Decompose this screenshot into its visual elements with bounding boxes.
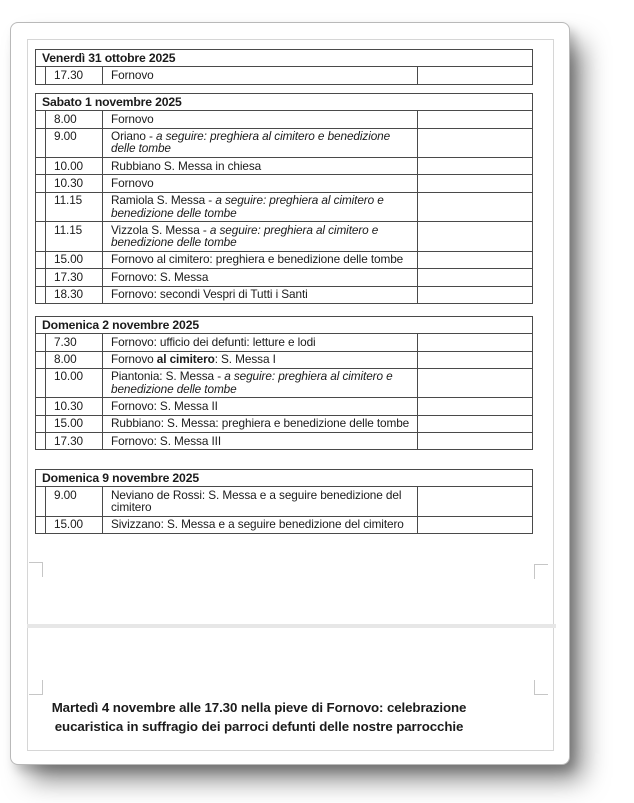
description-segment: Fornovo: ufficio dei defunti: letture e lodi bbox=[111, 334, 316, 349]
row-marker-cell bbox=[36, 175, 46, 192]
empty-note-cell bbox=[418, 516, 533, 533]
description-segment: al cimitero bbox=[156, 352, 215, 367]
time-cell: 10.00 bbox=[46, 158, 103, 175]
description-cell bbox=[103, 192, 418, 222]
schedule-row bbox=[36, 334, 533, 351]
schedule-row bbox=[36, 398, 533, 415]
description-segment: Fornovo bbox=[111, 67, 154, 82]
description-cell bbox=[103, 269, 418, 286]
row-marker-cell bbox=[36, 251, 46, 268]
description-segment: a seguire: preghiera al cimitero e benedizione delle tombe bbox=[111, 369, 393, 396]
time-cell: 8.00 bbox=[46, 111, 103, 128]
schedule-row bbox=[36, 67, 533, 84]
empty-note-cell bbox=[418, 175, 533, 192]
empty-note-cell bbox=[418, 251, 533, 268]
description-segment: Fornovo: S. Messa III bbox=[111, 433, 222, 448]
schedule-row bbox=[36, 351, 533, 368]
time-cell: 7.30 bbox=[46, 334, 103, 351]
crop-mark-top-right bbox=[534, 564, 548, 579]
description-segment: Ramiola S. Messa - bbox=[111, 193, 216, 208]
empty-note-cell bbox=[418, 111, 533, 128]
description-cell bbox=[103, 398, 418, 415]
empty-note-cell bbox=[418, 67, 533, 84]
empty-note-cell bbox=[418, 222, 533, 252]
empty-note-cell bbox=[418, 334, 533, 351]
description-segment: : S. Messa I bbox=[214, 352, 276, 367]
schedule-row bbox=[36, 111, 533, 128]
time-cell: 17.30 bbox=[46, 433, 103, 450]
schedule-table-domenica-2-novembre-2025 bbox=[35, 316, 533, 450]
schedule-row bbox=[36, 251, 533, 268]
description-segment: a seguire: preghiera al cimitero e benedizione delle tombe bbox=[111, 129, 391, 156]
description-cell bbox=[103, 111, 418, 128]
empty-note-cell bbox=[418, 192, 533, 222]
time-cell: 10.30 bbox=[46, 398, 103, 415]
crop-mark-top-left bbox=[29, 562, 43, 577]
description-cell bbox=[103, 368, 418, 398]
description-segment: Fornovo al cimitero: preghiera e benedizione delle tombe bbox=[111, 252, 404, 267]
time-cell: 10.30 bbox=[46, 175, 103, 192]
description-cell bbox=[103, 516, 418, 533]
row-marker-cell bbox=[36, 286, 46, 303]
crop-mark-bottom-left bbox=[29, 680, 43, 695]
description-segment: Rubbiano: S. Messa: preghiera e benedizione delle tombe bbox=[111, 416, 410, 431]
footer-note bbox=[31, 699, 487, 736]
row-marker-cell bbox=[36, 433, 46, 450]
schedule-row bbox=[36, 487, 533, 517]
schedule-row bbox=[36, 192, 533, 222]
schedule-table-sabato-1-novembre-2025 bbox=[35, 93, 533, 304]
time-cell: 15.00 bbox=[46, 516, 103, 533]
row-marker-cell bbox=[36, 351, 46, 368]
empty-note-cell bbox=[418, 286, 533, 303]
description-segment: Piantonia: S. Messa - bbox=[111, 369, 225, 384]
time-cell: 10.00 bbox=[46, 368, 103, 398]
row-marker-cell bbox=[36, 398, 46, 415]
description-segment: Fornovo bbox=[111, 352, 157, 367]
description-segment: Fornovo bbox=[111, 175, 154, 190]
schedule-row bbox=[36, 222, 533, 252]
description-segment: Vizzola S. Messa - bbox=[111, 222, 210, 237]
row-marker-cell bbox=[36, 67, 46, 84]
row-marker-cell bbox=[36, 368, 46, 398]
row-marker-cell bbox=[36, 158, 46, 175]
empty-note-cell bbox=[418, 269, 533, 286]
empty-note-cell bbox=[418, 351, 533, 368]
time-cell: 9.00 bbox=[46, 128, 103, 158]
row-marker-cell bbox=[36, 128, 46, 158]
row-marker-cell bbox=[36, 111, 46, 128]
schedule-table-domenica-9-novembre-2025 bbox=[35, 469, 533, 534]
empty-note-cell bbox=[418, 128, 533, 158]
schedule-row bbox=[36, 175, 533, 192]
description-segment: a seguire: preghiera al cimitero e benedizione delle tombe bbox=[111, 193, 384, 220]
time-cell: 9.00 bbox=[46, 487, 103, 517]
empty-note-cell bbox=[418, 415, 533, 432]
description-segment: Oriano - bbox=[111, 129, 156, 144]
empty-note-cell bbox=[418, 398, 533, 415]
description-cell bbox=[103, 251, 418, 268]
schedule-row bbox=[36, 128, 533, 158]
label-divider bbox=[27, 624, 556, 628]
empty-note-cell bbox=[418, 433, 533, 450]
description-cell bbox=[103, 351, 418, 368]
description-segment: Fornovo: secondi Vespri di Tutti i Santi bbox=[111, 287, 308, 302]
description-cell bbox=[103, 415, 418, 432]
description-cell bbox=[103, 67, 418, 84]
description-segment: Fornovo: S. Messa II bbox=[111, 398, 218, 413]
empty-note-cell bbox=[418, 368, 533, 398]
section-date-header: Domenica 9 novembre 2025 bbox=[36, 470, 533, 487]
time-cell: 11.15 bbox=[46, 192, 103, 222]
row-marker-cell bbox=[36, 487, 46, 517]
crop-mark-bottom-right bbox=[534, 680, 548, 695]
schedule-row bbox=[36, 269, 533, 286]
schedule-row bbox=[36, 415, 533, 432]
row-marker-cell bbox=[36, 222, 46, 252]
description-cell bbox=[103, 487, 418, 517]
row-marker-cell bbox=[36, 334, 46, 351]
schedule-row bbox=[36, 286, 533, 303]
description-cell bbox=[103, 128, 418, 158]
description-cell bbox=[103, 175, 418, 192]
schedule-table-venerdi-31-ottobre-2025 bbox=[35, 49, 533, 85]
description-cell bbox=[103, 334, 418, 351]
section-date-header: Domenica 2 novembre 2025 bbox=[36, 317, 533, 334]
row-marker-cell bbox=[36, 415, 46, 432]
description-segment: a seguire: preghiera al cimitero e benedizione delle tombe bbox=[111, 222, 379, 250]
description-cell bbox=[103, 433, 418, 450]
description-segment: Fornovo: S. Messa bbox=[111, 269, 209, 284]
footer-note-line-1: Martedì 4 novembre alle 17.30 nella pieve di Fornovo: celebrazione bbox=[51, 700, 467, 715]
time-cell: 15.00 bbox=[46, 251, 103, 268]
description-cell bbox=[103, 222, 418, 252]
empty-note-cell bbox=[418, 487, 533, 517]
description-segment: Fornovo bbox=[111, 111, 154, 126]
schedule-row bbox=[36, 433, 533, 450]
description-segment: Sivizzano: S. Messa e a seguire benedizione del cimitero bbox=[111, 517, 404, 532]
row-marker-cell bbox=[36, 192, 46, 222]
schedule-row bbox=[36, 158, 533, 175]
description-cell bbox=[103, 158, 418, 175]
schedule-row bbox=[36, 516, 533, 533]
description-segment: Rubbiano S. Messa in chiesa bbox=[111, 158, 262, 173]
section-date-header: Venerdì 31 ottobre 2025 bbox=[36, 50, 533, 67]
row-marker-cell bbox=[36, 269, 46, 286]
schedule-sections bbox=[11, 23, 569, 764]
row-marker-cell bbox=[36, 516, 46, 533]
time-cell: 11.15 bbox=[46, 222, 103, 252]
time-cell: 17.30 bbox=[46, 269, 103, 286]
time-cell: 15.00 bbox=[46, 415, 103, 432]
empty-note-cell bbox=[418, 158, 533, 175]
footer-note-line-2: eucaristica in suffragio dei parroci defunti delle nostre parrocchie bbox=[54, 718, 464, 734]
time-cell: 17.30 bbox=[46, 67, 103, 84]
description-cell bbox=[103, 286, 418, 303]
description-segment: Neviano de Rossi: S. Messa e a seguire benedizione del cimitero bbox=[111, 487, 402, 515]
schedule-row bbox=[36, 368, 533, 398]
page bbox=[10, 22, 570, 765]
time-cell: 18.30 bbox=[46, 286, 103, 303]
section-date-header: Sabato 1 novembre 2025 bbox=[36, 94, 533, 111]
time-cell: 8.00 bbox=[46, 351, 103, 368]
